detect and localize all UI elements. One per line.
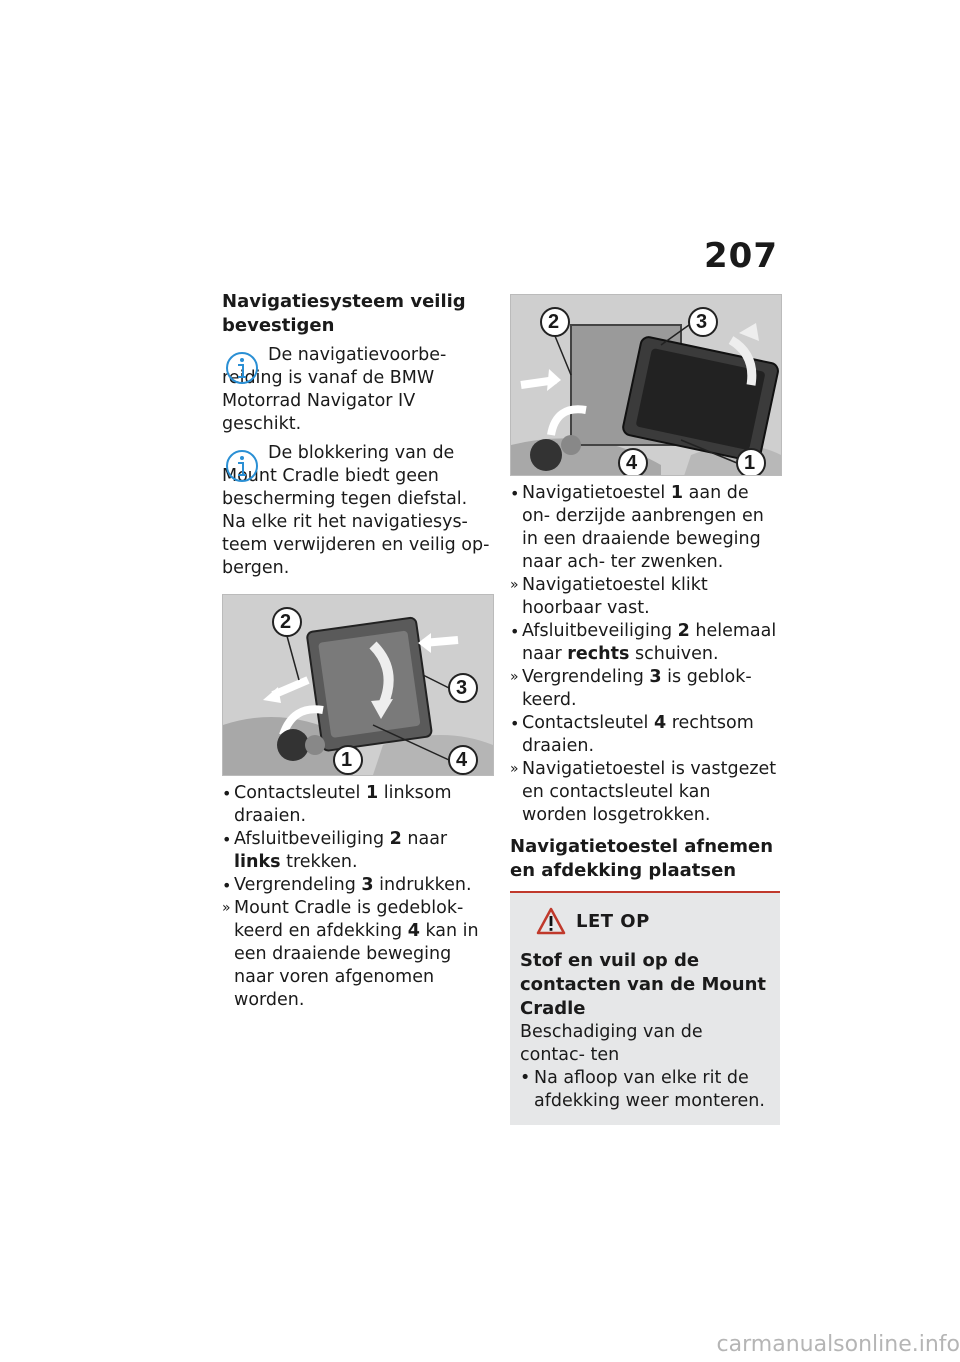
step-text: Vergrendeling [522,667,650,687]
warning-bullet-text: Na afloop van elke rit de afdekking weer monteren. [534,1068,765,1111]
step-text: is geblok- keerd. [522,667,752,710]
callout-2: 2 [280,611,292,633]
section-heading-2: Navigatietoestel afnemen en afdekking plaatsen [510,836,774,881]
step-text: aan de on- derzijde aanbrengen en in een draaiende beweging naar ach- ter zwenken. [522,483,764,572]
step-text: Afsluitbeveiliging [522,621,678,641]
callout-1: 1 [341,749,353,771]
watermark: carmanualsonline.info [716,1332,960,1357]
page-number: 207 [704,236,778,276]
callout-4: 4 [626,452,638,474]
info-icon [224,350,260,386]
callout-3: 3 [456,677,468,699]
result-step [222,897,494,1012]
result-marker: » [510,577,519,593]
step-text: Contactsleutel [522,713,654,733]
step-text: indrukken. [373,875,472,895]
left-step-list [222,782,494,1012]
step-text: Afsluitbeveiliging [234,829,390,849]
step-number: 1 [365,783,379,803]
navigator-figure [510,294,782,476]
section-heading: Navigatiesysteem veilig bevestigen [222,291,466,336]
info-note-1 [222,344,494,436]
step-text: naar [401,829,448,849]
step-text: Navigatietoestel is vastgezet en contactsleutel kan worden losgetrokken. [522,759,777,825]
warning-bullet [520,1067,770,1113]
callout-1: 1 [744,452,756,474]
mount-cradle-figure [222,594,494,776]
step-text: Mount Cradle is gedeblok- keerd en afdekking [234,898,464,941]
callout-2: 2 [548,311,560,333]
bullet-marker: • [510,714,520,733]
step-text: linksom draaien. [234,783,452,826]
instruction-step [510,482,780,574]
right-step-list [510,482,780,827]
instruction-step [222,828,494,874]
step-number: 2 [389,829,402,849]
warning-text: Beschadiging van de contac- ten [520,1022,703,1065]
result-marker: » [510,669,519,685]
step-number: 4 [407,921,420,941]
step-emphasis: links [234,852,281,872]
bullet-marker: • [520,1068,531,1088]
info-note-text: De blokkering van de Mount Cradle biedt geen bescherming tegen diefstal. Na elke rit het navigatiesys- teem verwijderen en veilig op- bergen. [222,443,490,578]
warning-box [510,893,780,1125]
step-number: 2 [677,621,690,641]
warning-triangle-icon [536,907,566,935]
bullet-marker: • [510,622,520,641]
warning-title: LET OP [576,910,650,932]
step-text: Vergrendeling [234,875,362,895]
result-step [510,574,780,620]
result-step [510,666,780,712]
step-number: 3 [361,875,374,895]
step-text: schuiven. [629,644,719,664]
right-column [510,294,780,1125]
step-text: kan in een draaiende beweging naar voren afgenomen worden. [234,921,479,1010]
step-text: helemaal naar [522,621,777,664]
warning-title-row [520,907,770,935]
bullet-marker: • [510,484,520,503]
callout-4: 4 [456,749,468,771]
result-marker: » [222,900,231,916]
instruction-step [222,782,494,828]
step-emphasis: rechts [567,644,630,664]
left-column [222,290,494,1012]
result-step [510,758,780,827]
instruction-step [510,620,780,666]
bullet-marker: • [222,876,232,895]
info-note-2 [222,442,494,580]
result-marker: » [510,761,519,777]
step-number: 1 [670,483,684,503]
instruction-step [510,712,780,758]
mount-cradle-illustration [223,595,493,775]
step-text: Navigatietoestel klikt hoorbaar vast. [522,575,708,618]
info-icon [224,448,260,484]
step-text: trekken. [280,852,358,872]
step-text: Contactsleutel [234,783,366,803]
callout-3: 3 [696,311,708,333]
step-text: rechtsom draaien. [522,713,754,756]
instruction-step [222,874,494,897]
step-number: 4 [653,713,667,733]
step-text: Navigatietoestel [522,483,671,503]
bullet-marker: • [222,784,232,803]
warning-heading: Stof en vuil op de contacten van de Mount Cradle [520,950,766,1019]
info-note-text: De navigatievoorbe- reiding is vanaf de BMW Motorrad Navigator IV geschikt. [222,345,447,434]
bullet-marker: • [222,830,232,849]
step-number: 3 [649,667,662,687]
